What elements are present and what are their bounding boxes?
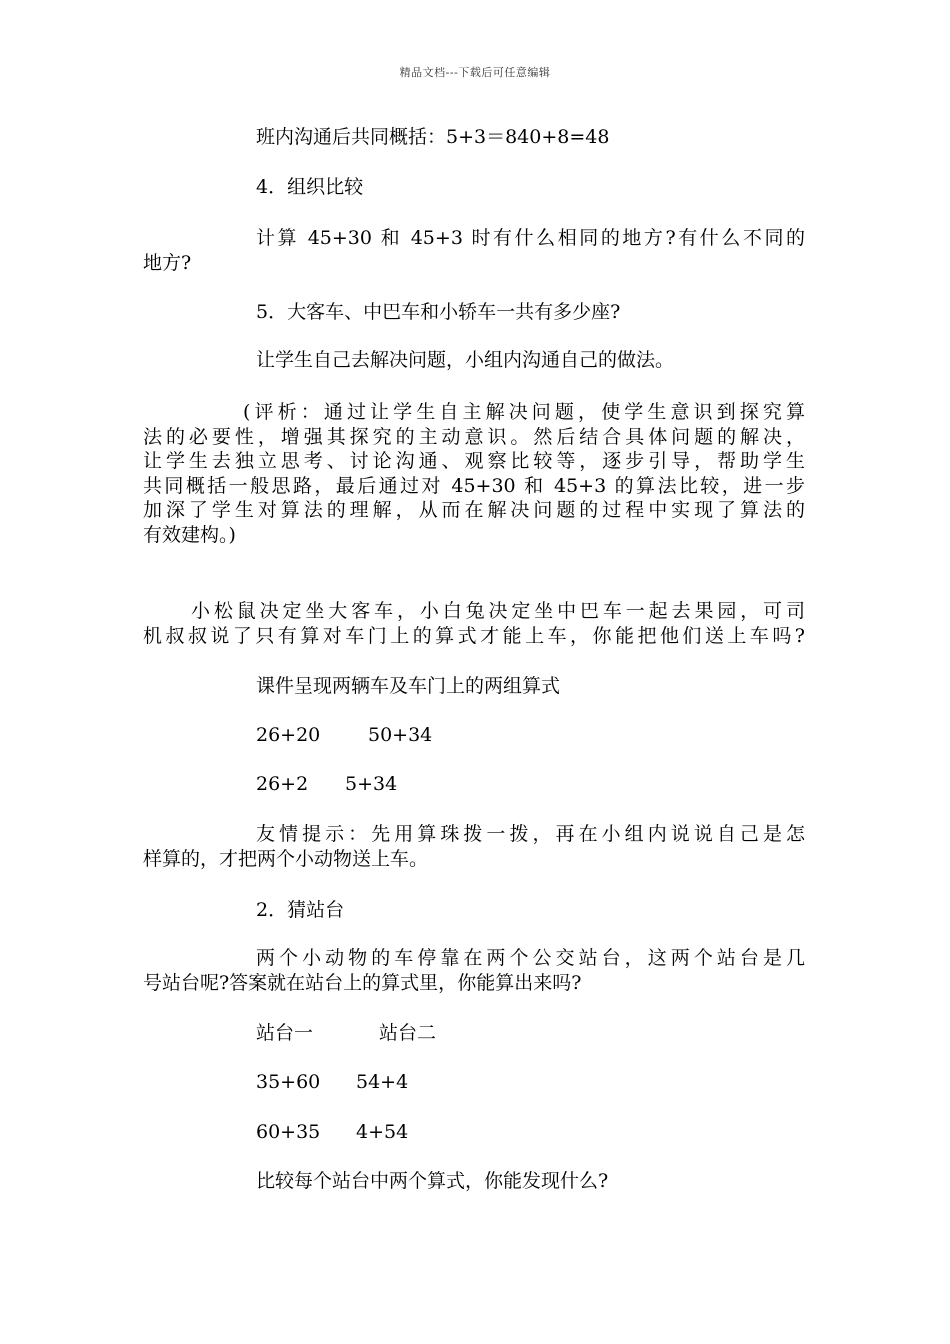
equation-row-4: [0, 1120, 950, 1144]
text-line: (评析：通过让学生自主解决问题，使学生意识到探究算: [243, 401, 805, 423]
equation-row-3: [0, 1070, 950, 1094]
equation: 60+35: [256, 1121, 321, 1143]
station-labels: [0, 1021, 950, 1045]
text-line: 友情提示：先用算珠拨一拨，再在小组内说说自己是怎: [256, 823, 805, 845]
paragraph-question-compare: [143, 226, 805, 275]
equation: 4+54: [356, 1121, 409, 1143]
station-label: 站台一: [256, 1022, 314, 1044]
heading-vehicles: 5．大客车、中巴车和小轿车一共有多少座?: [256, 301, 621, 323]
heading-guess-station: 2．猜站台: [256, 899, 345, 921]
text-line: 样算的，才把两个小动物送上车。: [143, 847, 429, 870]
paragraph-hint: [143, 822, 805, 871]
page-header: 精品文档---下载后可任意编辑: [399, 66, 551, 79]
heading-compare: 4．组织比较: [256, 176, 364, 198]
text-line: 号站台呢?答案就在站台上的算式里，你能算出来吗?: [143, 971, 582, 994]
equation: 26+2: [256, 773, 309, 795]
station-label: 站台二: [379, 1022, 437, 1044]
paragraph-courseware: 课件呈现两辆车及车门上的两组算式: [256, 675, 561, 697]
paragraph-stations: [143, 946, 805, 995]
paragraph-summary: 班内沟通后共同概括：5+3＝840+8=48: [256, 126, 610, 148]
text-line: 共同概括一般思路，最后通过对 45+30 和 45+3 的算法比较，进一步: [143, 474, 805, 497]
text-line: 让学生去独立思考、讨论沟通、观察比较等，逐步引导，帮助学生: [143, 450, 805, 472]
text-line: 地方?: [143, 251, 192, 274]
text-line: 机叔叔说了只有算对车门上的算式才能上车，你能把他们送上车吗?: [143, 624, 805, 647]
equation: 5+34: [345, 773, 398, 795]
equation: 50+34: [368, 724, 433, 746]
text-line: 计算 45+30 和 45+3 时有什么相同的地方?有什么不同的: [256, 227, 805, 249]
text-line: 小松鼠决定坐大客车，小白兔决定坐中巴车一起去果园，可司: [191, 600, 805, 622]
paragraph-commentary: [143, 400, 805, 547]
equation-row-2: [0, 772, 950, 796]
paragraph-compare-question: 比较每个站台中两个算式，你能发现什么?: [256, 1170, 609, 1192]
paragraph-story: [143, 599, 805, 648]
text-line: 法的必要性，增强其探究的主动意识。然后结合具体问题的解决，: [143, 425, 805, 448]
equation: 54+4: [356, 1071, 409, 1093]
paragraph-students-solve: 让学生自己去解决问题，小组内沟通自己的做法。: [256, 349, 675, 371]
text-line: 加深了学生对算法的理解，从而在解决问题的过程中实现了算法的: [143, 499, 805, 521]
text-line: 有效建构。): [143, 523, 236, 546]
equation: 35+60: [256, 1071, 321, 1093]
equation: 26+20: [256, 724, 321, 746]
equation-row-1: [0, 723, 950, 747]
text-line: 两个小动物的车停靠在两个公交站台，这两个站台是几: [256, 947, 805, 969]
